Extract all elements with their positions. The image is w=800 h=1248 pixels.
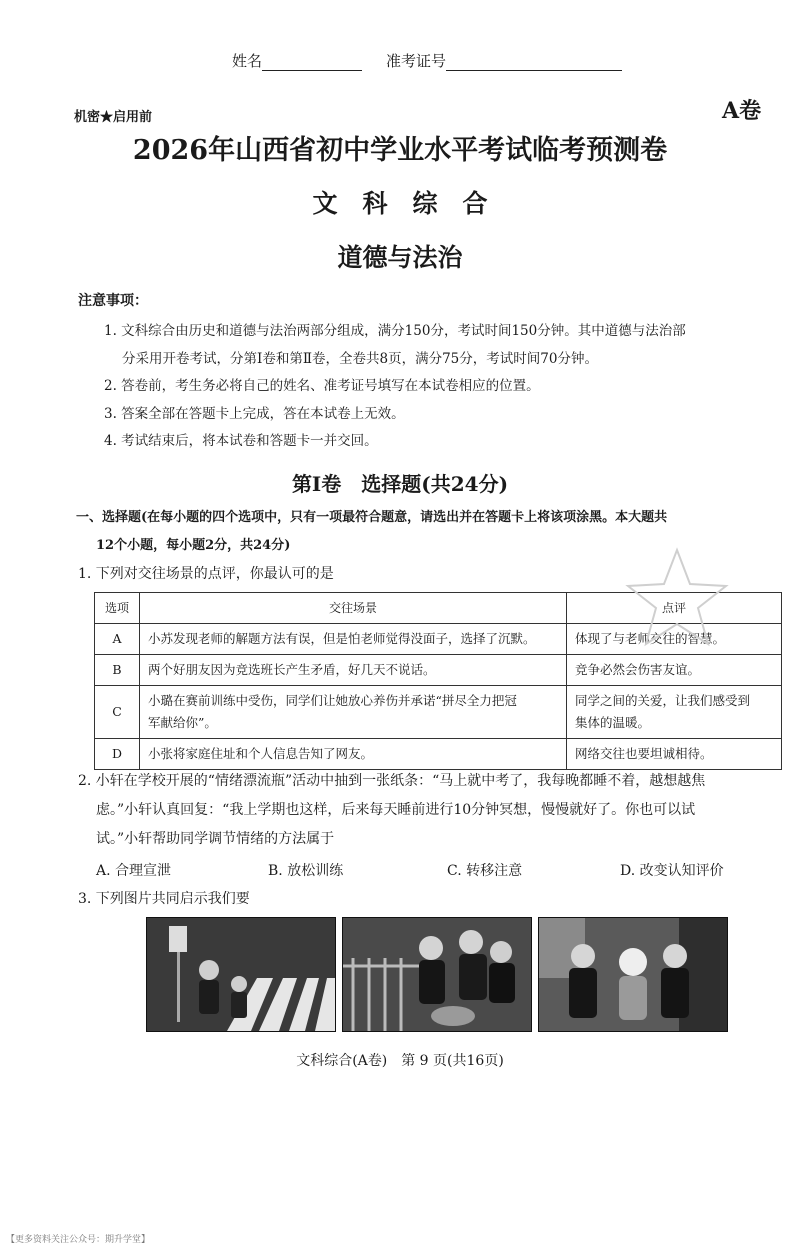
secret-label: 机密★启用前: [74, 110, 153, 125]
exam-no-blank[interactable]: [446, 54, 622, 71]
row-comment-line: 集体的温暖。: [575, 715, 651, 730]
exam-no-label: 准考证号: [386, 52, 447, 70]
row-comment: [567, 686, 782, 739]
note-item: 分采用开卷考试，分第Ⅰ卷和第Ⅱ卷，全卷共8页，满分75分，考试时间70分钟。: [122, 350, 598, 367]
col-scene: 交往场景: [140, 593, 567, 624]
notes-heading: 注意事项：: [78, 293, 148, 309]
q3-stem: 3. 下列图片共同启示我们要: [78, 891, 250, 907]
exam-subject: 道德与法治: [337, 243, 463, 272]
table-row: [95, 686, 782, 739]
row-comment: 体现了与老师交往的智慧。: [567, 624, 782, 655]
elderly-care-image-icon: [539, 918, 727, 1031]
note-item: 3. 答案全部在答题卡上完成，答在本试卷上无效。: [104, 405, 405, 422]
watermark-stamp-icon: [622, 546, 732, 656]
row-scene-line: 小璐在赛前训练中受伤，同学们让她放心养伤并承诺“拼尽全力把冠: [148, 693, 517, 708]
q2-line-3: 试。”小轩帮助同学调节情绪的方法属于: [96, 831, 335, 847]
q3-picture-3: [538, 917, 728, 1032]
section-intro-2: 12个小题，每小题2分，共24分): [96, 538, 291, 553]
row-option: C: [95, 686, 140, 739]
row-option: A: [95, 624, 140, 655]
note-item: 1. 文科综合由历史和道德与法治两部分组成，满分150分，考试时间150分钟。其中道德与法治部: [104, 323, 686, 339]
q2-line-2: 虑。”小轩认真回复：“我上学期也这样，后来每天睡前进行10分钟冥想，慢慢就好了。你也可以试: [96, 802, 696, 818]
col-option: 选项: [95, 593, 140, 624]
row-option: D: [95, 739, 140, 770]
q2-option-b: B. 放松训练: [268, 863, 344, 879]
q1-stem: 1. 下列对交往场景的点评，你最认可的是: [78, 566, 334, 582]
row-scene: 小张将家庭住址和个人信息告知了网友。: [140, 739, 567, 770]
exam-title: 2026年山西省初中学业水平考试临考预测卷: [132, 135, 668, 166]
q2-line-1: 2. 小轩在学校开展的“情绪漂流瓶”活动中抽到一张纸条：“马上就中考了，我每晚都睡不着，越想越焦: [78, 773, 706, 789]
q3-picture-2: [342, 917, 532, 1032]
section-title: 第Ⅰ卷 选择题(共24分): [291, 472, 509, 496]
row-comment-line: 同学之间的关爱，让我们感受到: [575, 693, 751, 708]
exam-no-field: [386, 50, 622, 71]
row-option: B: [95, 655, 140, 686]
q3-picture-1: [146, 917, 336, 1032]
note-item: 4. 考试结束后，将本试卷和答题卡一并交回。: [104, 433, 378, 449]
name-field: [232, 50, 362, 71]
source-footer: 【更多资料关注公众号：期升学堂】: [6, 1235, 151, 1245]
row-comment: 网络交往也要坦诚相待。: [567, 739, 782, 770]
section-intro-1: 一、选择题(在每小题的四个选项中，只有一项最符合题意，请选出并在答题卡上将该项涂黑。本大题共: [76, 510, 668, 525]
row-scene: [140, 686, 567, 739]
exam-subtitle: 文 科 综 合: [312, 189, 488, 218]
q2-option-d: D. 改变认知评价: [620, 863, 724, 879]
cleaning-volunteers-image-icon: [343, 918, 531, 1031]
name-blank[interactable]: [262, 54, 362, 71]
q2-option-a: A. 合理宣泄: [96, 863, 172, 879]
row-scene: 小苏发现老师的解题方法有误，但是怕老师觉得没面子，选择了沉默。: [140, 624, 567, 655]
q2-option-c: C. 转移注意: [447, 863, 523, 879]
page-footer: 文科综合(A卷) 第 9 页(共16页): [296, 1053, 504, 1069]
name-label: 姓名: [232, 52, 263, 70]
row-scene: 两个好朋友因为竞选班长产生矛盾，好几天不说话。: [140, 655, 567, 686]
table-row: [95, 739, 782, 770]
col-comment: 点评: [567, 593, 782, 624]
row-scene-line: 军献给你”。: [148, 715, 217, 730]
note-item: 2. 答卷前，考生务必将自己的姓名、准考证号填写在本试卷相应的位置。: [104, 378, 540, 394]
table-row: [95, 655, 782, 686]
crosswalk-guidance-image-icon: [147, 918, 335, 1031]
row-comment: 竞争必然会伤害友谊。: [567, 655, 782, 686]
notes-list: [104, 318, 686, 456]
volume-label: A卷: [722, 98, 762, 124]
